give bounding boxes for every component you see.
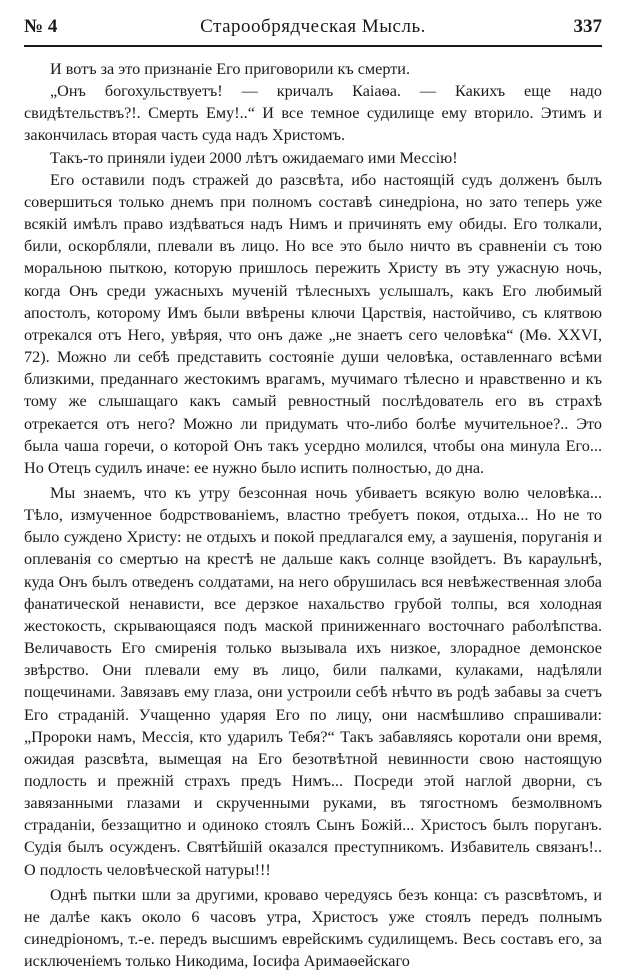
journal-page [24,12,602,972]
running-header [24,12,602,42]
paragraph: И вотъ за это признаніе Его приговорили къ смерти. [50,60,411,78]
paragraph: Такъ-то приняли іудеи 2000 лѣтъ ожидаемаго ими Мессію! [50,148,458,167]
paragraph: Его оставили подъ стражей до разсвѣта, ибо настоящій судъ долженъ былъ совершиться только днемъ при полномъ составѣ синедріона, но зато теперь уже всякій имѣлъ право издѣваться надъ Нимъ и причинять ему обиды. Его толкали, били, оскорбляли, плевали въ лицо. Но все это было ничто въ сравненіи съ тою моральною пыткою, которую пришлось пережить Христу въ эту ужасную ночь, когда Онъ среди ужасныхъ мученій тѣлесныхъ услышалъ, какъ Его любимый апостолъ, которому Имъ были ввѣрены ключи Царствія, настойчиво, съ клятвою отрекался отъ Него, увѣряя, что онъ даже „не знаетъ сего человѣка“ (Мѳ. XXVI, 72). Можно ли себѣ представить состояніе души человѣка, оставленнаго всѣми близкими, преданнаго жестокимъ врагамъ, мучимаго тѣлесно и нравственно и къ тому же слышащаго какъ самый ревностный послѣдователь его въ страхѣ отрекается отъ него? Можно ли придумать что-либо болѣе мучительное?.. Это была чаша горечи, о которой Онъ такъ усердно молился, чтобы она минула Его... Но Отецъ судилъ иначе: ее нужно было испить полностью, до дна. [24,170,602,477]
paragraph: Мы знаемъ, что къ утру безсонная ночь убиваетъ всякую волю человѣка... Тѣло, измученное бодрствованіемъ, властно требуетъ покоя, отдыха... Но не то было суждено Христу: не отдыхъ и покой предлагался ему, а заушенія, поруганія и оплеванія со смертью на крестѣ не дальше какъ солнце взойдетъ. Въ караульнѣ, куда Онъ былъ отведенъ солдатами, на него обрушилась вся невѣжественная злоба фанатической ненависти, все дерзкое нахальство грубой толпы, вся холодная жестокость, скрывающаяся подъ маской приниженнаго восточнаго раболѣпства. Величавость Его смиренія только вызывала ихъ низкое, злорадное демонское звѣрство. Они плевали ему въ лицо, били палками, кулаками, надѣляли пощечинами. Завязавъ ему глаза, они устроили себѣ нѣчто въ родѣ забавы за счетъ Его страданій. Учащенно ударяя Его по лицу, они насмѣшливо спрашивали: „Пророки намъ, Мессія, кто ударилъ Тебя?“ Такъ забавляясь коротали они время, ожидая разсвѣта, вымещая на Его безотвѣтной невинности свою настоящую подлость и прежній страхъ предъ Нимъ... Посреди этой наглой дворни, съ завязанными глазами и скрученными руками, въ тягостномъ безмолвномъ страданіи, беззащитно и одиноко стоялъ Сынъ Божій... Христосъ былъ поруганъ. Судія былъ осужденъ. Святѣйшій оказался преступникомъ. Избавитель связанъ!.. О подлость человѣческой натуры!!! [24,483,602,879]
journal-title: Старообрядческая Мысль. [200,16,426,37]
paragraph: Однѣ пытки шли за другими, кроваво чередуясь безъ конца: съ разсвѣтомъ, и не далѣе какъ около 6 часовъ утра, Христосъ уже стоялъ передъ полнымъ синедріономъ, т.-е. передъ высшимъ еврейскимъ судилищемъ. Весь составъ его, за исключеніемъ только Никодима, Іосифа Аримаѳейскаго [24,885,602,971]
article-body [24,58,602,972]
paragraph: „Онъ богохульствуетъ! — кричалъ Каіаѳа. — Какихъ еще надо свидѣтельствъ?!. Смерть Ему!..“ И все темное судилище ему вторило. Этимъ и закончилась вторая часть суда надъ Христомъ. [24,82,602,145]
header-rule [24,45,602,47]
page-number: 337 [573,16,602,37]
issue-number: № 4 [24,16,58,37]
